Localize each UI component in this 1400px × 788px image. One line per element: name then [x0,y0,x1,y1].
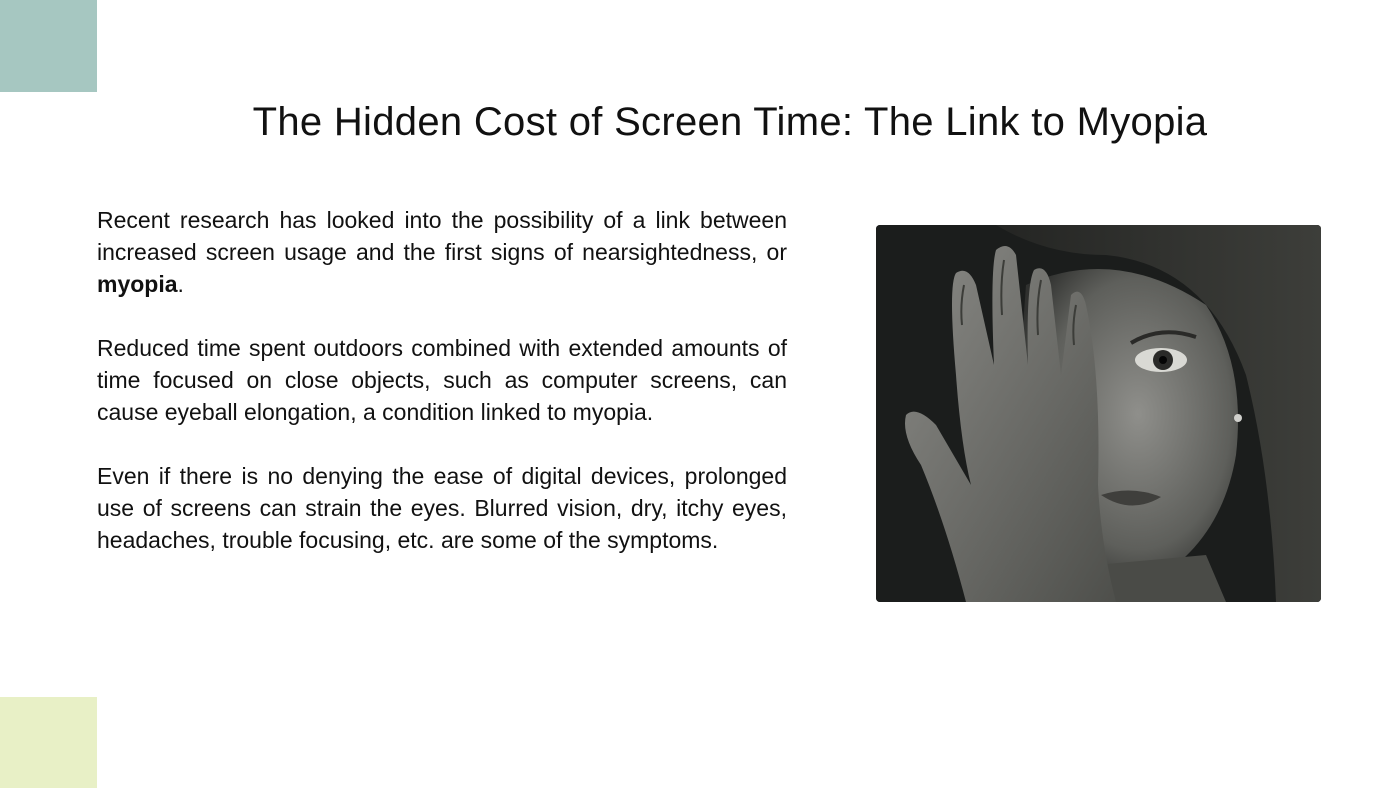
paragraph-2: Reduced time spent outdoors combined with extended amounts of time focused on close objects, such as computer screens, can cause eyeball elongation, a condition linked to myopia. [97,335,787,425]
paragraph-3: Even if there is no denying the ease of digital devices, prolonged use of screens can strain the eyes. Blurred vision, dry, itchy eyes, headaches, trouble focusing, etc. are some of the symptoms. [97,463,787,553]
portrait-photo [876,225,1321,602]
paragraph-1 [97,204,787,300]
paragraph-1-end: . [177,271,184,297]
myopia-term: myopia [97,271,178,297]
paragraph-1-text: Recent research has looked into the possibility of a link between increased screen usage and the first signs of nearsightedness, or [97,207,787,265]
corner-block-bottom [0,697,97,788]
slide-title: The Hidden Cost of Screen Time: The Link to Myopia [252,100,1208,144]
corner-block-top [0,0,97,92]
portrait-illustration [876,225,1321,602]
body-text [97,204,787,556]
